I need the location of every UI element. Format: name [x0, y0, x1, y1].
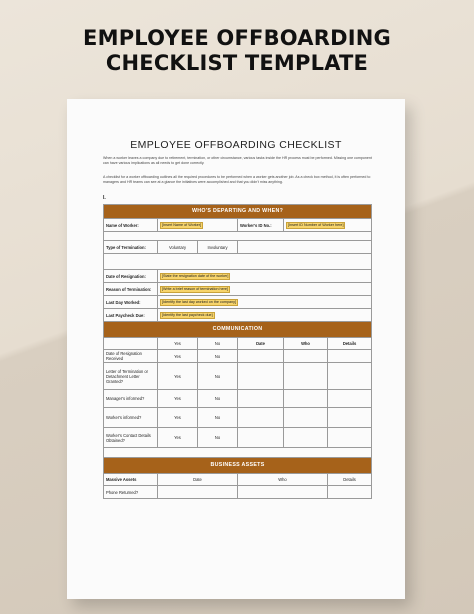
yes-option[interactable]: Yes [158, 390, 198, 408]
date-cell[interactable] [158, 486, 238, 499]
row-label: Manager's informed? [104, 390, 158, 408]
who-cell[interactable] [284, 390, 328, 408]
termination-option-involuntary[interactable]: Involuntary [198, 241, 238, 254]
communication-header: COMMUNICATION [104, 322, 372, 338]
last-paycheck-value: [Identify the last paycheck due] [162, 312, 213, 317]
section-header-row [104, 458, 372, 474]
column-header-assets: Massive Assets [104, 474, 158, 486]
last-day-value: [Identify the last day worked on the company] [162, 299, 236, 304]
last-paycheck-label: Last Paycheck Due: [104, 309, 158, 322]
termination-option-voluntary[interactable]: Voluntary [158, 241, 198, 254]
row-label: Worker's informed? [104, 408, 158, 428]
table-row [104, 363, 372, 390]
details-cell[interactable] [328, 486, 372, 499]
no-option[interactable]: No [198, 408, 238, 428]
no-option[interactable]: No [198, 363, 238, 390]
column-header-who: Who [238, 474, 328, 486]
date-cell[interactable] [238, 428, 284, 448]
details-cell[interactable] [328, 428, 372, 448]
document-title: EMPLOYEE OFFBOARDING CHECKLIST [130, 139, 342, 151]
termination-reason-label: Reason of Termination: [104, 283, 158, 296]
yes-option[interactable]: Yes [158, 408, 198, 428]
table-row [104, 408, 372, 428]
date-cell[interactable] [238, 408, 284, 428]
section-header-row [104, 205, 372, 219]
termination-reason-field[interactable] [158, 283, 372, 296]
column-header-no: No [198, 338, 238, 350]
column-header-details: Details [328, 338, 372, 350]
banner-title [0, 26, 474, 76]
section-header-row [104, 322, 372, 338]
details-cell[interactable] [328, 350, 372, 363]
termination-blank [238, 241, 372, 254]
banner-title-line1: EMPLOYEE OFFBOARDING [83, 26, 391, 50]
date-cell[interactable] [238, 350, 284, 363]
spacer-row [104, 448, 372, 458]
date-cell[interactable] [238, 363, 284, 390]
row-label: Letter of Termination or Detachment Letter Granted? [104, 363, 158, 390]
form-row [104, 241, 372, 254]
worker-id-label: Worker's ID No.: [238, 219, 284, 232]
form-row [104, 283, 372, 296]
name-field[interactable] [158, 219, 238, 232]
assets-header: BUSINESS ASSETS [104, 458, 372, 474]
column-header-date: Date [238, 338, 284, 350]
form-row [104, 270, 372, 283]
spacer-row [104, 254, 372, 270]
column-header-blank [104, 338, 158, 350]
worker-id-field[interactable] [284, 219, 372, 232]
yes-option[interactable]: Yes [158, 428, 198, 448]
who-cell[interactable] [238, 486, 328, 499]
form-row [104, 219, 372, 232]
last-day-field[interactable] [158, 296, 372, 309]
who-cell[interactable] [284, 350, 328, 363]
column-header-details: Details [328, 474, 372, 486]
departing-header: WHO'S DEPARTING AND WHEN? [104, 205, 372, 219]
no-option[interactable]: No [198, 390, 238, 408]
intro-paragraph-2: A checklist for a worker offboarding outlines all the required procedures to be performed when a worker gets another job. As a check box method, it is often performed to managers and HR teams can see at a glance the initiatives were accomplished and that you didn't miss anything. [103, 175, 371, 184]
table-row [104, 338, 372, 350]
termination-type-label: Type of Termination: [104, 241, 158, 254]
resignation-date-value: [State the resignation date of the worker] [162, 273, 229, 278]
table-row [104, 486, 372, 499]
table-row [104, 474, 372, 486]
document-page [67, 99, 405, 599]
table-row [104, 390, 372, 408]
spacer-row [104, 232, 372, 241]
last-paycheck-field[interactable] [158, 309, 372, 322]
column-header-date: Date [158, 474, 238, 486]
last-day-label: Last Day Worked: [104, 296, 158, 309]
section-number: I. [103, 195, 106, 201]
form-row [104, 296, 372, 309]
column-header-yes: Yes [158, 338, 198, 350]
details-cell[interactable] [328, 363, 372, 390]
intro-paragraph-1: When a worker leaves a company due to retirement, termination, or other circumstance, various tasks inside the HR process must be performed. Missing one component can have various implications as all needs to get done correctly. [103, 156, 372, 165]
no-option[interactable]: No [198, 350, 238, 363]
date-cell[interactable] [238, 390, 284, 408]
column-header-who: Who [284, 338, 328, 350]
no-option[interactable]: No [198, 428, 238, 448]
row-label: Worker's Contact Details Obtained? [104, 428, 158, 448]
form-row [104, 309, 372, 322]
yes-option[interactable]: Yes [158, 363, 198, 390]
who-cell[interactable] [284, 363, 328, 390]
table-row [104, 350, 372, 363]
yes-option[interactable]: Yes [158, 350, 198, 363]
banner-title-line2: CHECKLIST TEMPLATE [105, 51, 369, 75]
row-label: Phone Returned? [104, 486, 158, 499]
who-cell[interactable] [284, 428, 328, 448]
row-label: Date of Resignation Received [104, 350, 158, 363]
termination-reason-value: [Write a brief reason of termination here] [162, 286, 228, 291]
details-cell[interactable] [328, 408, 372, 428]
details-cell[interactable] [328, 390, 372, 408]
offboarding-form-table [103, 204, 372, 499]
who-cell[interactable] [284, 408, 328, 428]
worker-id-value: [Insert ID Number of Worker here] [288, 222, 344, 227]
resignation-date-label: Date of Resignation: [104, 270, 158, 283]
name-label: Name of Worker: [104, 219, 158, 232]
name-value: [Insert Name of Worker] [162, 222, 202, 227]
table-row [104, 428, 372, 448]
resignation-date-field[interactable] [158, 270, 372, 283]
